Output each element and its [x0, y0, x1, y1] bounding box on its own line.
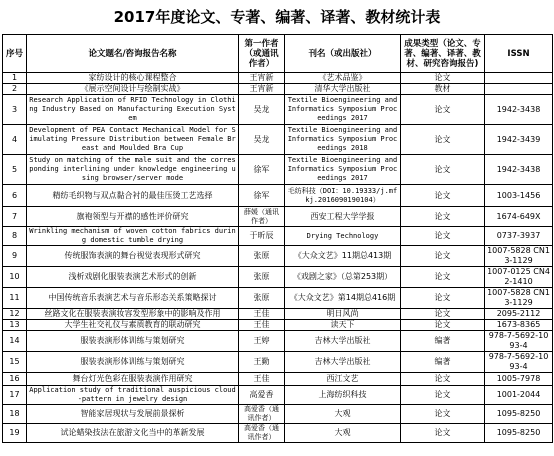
row-title: 试论蜡染技法在旅游文化当中的革新发展 — [27, 424, 239, 443]
row-no: 16 — [3, 373, 27, 386]
row-author: 于昕辰 — [239, 227, 285, 246]
row-type: 论文 — [401, 309, 485, 320]
row-type: 论文 — [401, 246, 485, 267]
row-no: 1 — [3, 73, 27, 84]
row-author: 王勤 — [239, 352, 285, 373]
row-type: 论文 — [401, 386, 485, 405]
row-title: 服装表演形体训练与策划研究 — [27, 331, 239, 352]
row-no: 8 — [3, 227, 27, 246]
row-author: 张原 — [239, 288, 285, 309]
row-title: 智能家居现状与发展前景探析 — [27, 405, 239, 424]
row-no: 18 — [3, 405, 27, 424]
row-type: 论文 — [401, 424, 485, 443]
table-row — [3, 267, 553, 288]
row-author: 王佳 — [239, 320, 285, 331]
row-pub: 清华大学出版社 — [285, 84, 401, 95]
row-author: 张原 — [239, 246, 285, 267]
row-author: 高爱香（通讯作者） — [239, 424, 285, 443]
row-title: 家纺设计的核心课程整合 — [27, 73, 239, 84]
row-title: 丝路文化在服装表演妆容发型形象中的影响及作用 — [27, 309, 239, 320]
table-row — [3, 288, 553, 309]
row-type: 论文 — [401, 73, 485, 84]
row-pub: 西安工程大学学报 — [285, 207, 401, 227]
row-issn: 1003-1456 — [485, 185, 553, 207]
row-pub: 明日风尚 — [285, 309, 401, 320]
row-author: 王佳 — [239, 373, 285, 386]
row-title: Application study of traditional auspicious cloud-pattern in jewelry design — [27, 386, 239, 405]
row-author: 王婷 — [239, 331, 285, 352]
page-title: 2017年度论文、专著、编著、译著、教材统计表 — [113, 8, 441, 26]
row-pub: 大观 — [285, 424, 401, 443]
row-author: 徐军 — [239, 185, 285, 207]
table-row — [3, 185, 553, 207]
row-type: 论文 — [401, 267, 485, 288]
table-row — [3, 320, 553, 331]
row-issn: 1942-3439 — [485, 125, 553, 155]
row-type: 论文 — [401, 125, 485, 155]
row-pub: Drying Technology — [285, 227, 401, 246]
row-type: 论文 — [401, 227, 485, 246]
row-pub: 读天下 — [285, 320, 401, 331]
table-row — [3, 95, 553, 125]
row-title: 精纺毛织物与双点黏合衬的最佳压烫工艺选择 — [27, 185, 239, 207]
table-row — [3, 73, 553, 84]
row-title: Research Application of RFID Technology in Clothing Industry Based on Manufacturing Execution System — [27, 95, 239, 125]
row-title: 旗袍领型与开襟的感性评价研究 — [27, 207, 239, 227]
row-title: 大学生社交礼仪与素质教育的联动研究 — [27, 320, 239, 331]
table-row — [3, 405, 553, 424]
row-no: 10 — [3, 267, 27, 288]
header-title: 论文题名/咨询报告名称 — [27, 35, 239, 73]
row-issn: 1007-0125 CN42-1410 — [485, 267, 553, 288]
row-type: 论文 — [401, 185, 485, 207]
table-row — [3, 373, 553, 386]
table-row — [3, 84, 553, 95]
table-row — [3, 309, 553, 320]
row-no: 13 — [3, 320, 27, 331]
row-no: 2 — [3, 84, 27, 95]
row-no: 4 — [3, 125, 27, 155]
row-issn: 1007-5828 CN13-1129 — [485, 246, 553, 267]
row-issn: 1007-5828 CN13-1129 — [485, 288, 553, 309]
row-title: Wrinkling mechanism of woven cotton fabrics during domestic tumble drying — [27, 227, 239, 246]
row-title: Study on matching of the male suit and the corresponding interlining under knowledge engineering using browser/server mode — [27, 155, 239, 185]
row-pub: 毛纺科技（DOI：10.19333/j.mfkj.2016090190104） — [285, 185, 401, 207]
row-pub: Textile Bioengineering and Informatics Symposium Proceedings 2017 — [285, 155, 401, 185]
table-row — [3, 207, 553, 227]
row-pub: Textile Bioengineering and Informatics Symposium Proceedings 2018 — [285, 125, 401, 155]
row-pub: 西江文艺 — [285, 373, 401, 386]
row-author: 高爱香 — [239, 386, 285, 405]
row-issn: 1673-8365 — [485, 320, 553, 331]
row-pub: 《大众文艺》11期总413期 — [285, 246, 401, 267]
row-issn: 1095-8250 — [485, 405, 553, 424]
row-title: 《展示空间设计与绘制实战》 — [27, 84, 239, 95]
table-row — [3, 424, 553, 443]
row-type: 教材 — [401, 84, 485, 95]
row-no: 11 — [3, 288, 27, 309]
row-type: 论文 — [401, 405, 485, 424]
header-author: 第一作者（或通讯作者） — [239, 35, 285, 73]
row-issn: 978-7-5692-1093-4 — [485, 352, 553, 373]
table-row — [3, 246, 553, 267]
row-no: 5 — [3, 155, 27, 185]
row-no: 3 — [3, 95, 27, 125]
row-type: 论文 — [401, 95, 485, 125]
table-row — [3, 155, 553, 185]
row-author: 吴龙 — [239, 95, 285, 125]
row-author: 薛媛（通讯作者） — [239, 207, 285, 227]
row-type: 编著 — [401, 352, 485, 373]
header-no: 序号 — [3, 35, 27, 73]
row-author: 徐军 — [239, 155, 285, 185]
row-author: 王佳 — [239, 309, 285, 320]
row-title: 浅析戏剧化服装表演艺术形式的创新 — [27, 267, 239, 288]
row-author: 王宵新 — [239, 84, 285, 95]
row-issn: 1674-649X — [485, 207, 553, 227]
row-issn: 1001-2044 — [485, 386, 553, 405]
row-pub: 《艺术品鉴》 — [285, 73, 401, 84]
row-issn: 1942-3438 — [485, 155, 553, 185]
row-type: 论文 — [401, 320, 485, 331]
row-no: 6 — [3, 185, 27, 207]
row-type: 论文 — [401, 288, 485, 309]
row-no: 12 — [3, 309, 27, 320]
header-issn: ISSN — [485, 35, 553, 73]
row-issn — [485, 73, 553, 84]
header-row — [3, 35, 553, 73]
row-no: 15 — [3, 352, 27, 373]
row-issn: 0737-3937 — [485, 227, 553, 246]
row-pub: 《戏剧之家》（总第253期） — [285, 267, 401, 288]
row-pub: 上海纺织科技 — [285, 386, 401, 405]
row-pub: Textile Bioengineering and Informatics Symposium Proceedings 2017 — [285, 95, 401, 125]
table-row — [3, 227, 553, 246]
row-no: 9 — [3, 246, 27, 267]
row-title: 传统服饰表演的舞台视觉表现形式研究 — [27, 246, 239, 267]
row-issn — [485, 84, 553, 95]
row-author: 吴龙 — [239, 125, 285, 155]
row-pub: 吉林大学出版社 — [285, 331, 401, 352]
row-issn: 2095-2112 — [485, 309, 553, 320]
row-pub: 大观 — [285, 405, 401, 424]
row-title: 舞台灯光色彩在服装表演作用研究 — [27, 373, 239, 386]
table-row — [3, 331, 553, 352]
row-type: 论文 — [401, 207, 485, 227]
table-row — [3, 386, 553, 405]
row-issn: 1005-7978 — [485, 373, 553, 386]
row-author: 张原 — [239, 267, 285, 288]
statistics-table — [2, 34, 553, 443]
row-no: 17 — [3, 386, 27, 405]
header-pub: 刊名（或出版社） — [285, 35, 401, 73]
row-title: 中国传统音乐表演艺术与音乐形态关系策略探讨 — [27, 288, 239, 309]
row-issn: 978-7-5692-1093-4 — [485, 331, 553, 352]
row-author: 王宵新 — [239, 73, 285, 84]
row-issn: 1942-3438 — [485, 95, 553, 125]
row-pub: 《大众文艺》第14期总416期 — [285, 288, 401, 309]
row-no: 7 — [3, 207, 27, 227]
row-type: 论文 — [401, 155, 485, 185]
row-issn: 1095-8250 — [485, 424, 553, 443]
table-row — [3, 352, 553, 373]
row-no: 19 — [3, 424, 27, 443]
header-type: 成果类型（论文、专著、编著、译著、教材、研究咨询报告) — [401, 35, 485, 73]
row-no: 14 — [3, 331, 27, 352]
row-pub: 吉林大学出版社 — [285, 352, 401, 373]
row-title: Development of PEA Contact Mechanical Model for Simulating Pressure Distribution between Female Breast and Moulded Bra Cup — [27, 125, 239, 155]
row-type: 论文 — [401, 373, 485, 386]
row-title: 服装表演形体训练与策划研究 — [27, 352, 239, 373]
table-row — [3, 125, 553, 155]
row-type: 编著 — [401, 331, 485, 352]
row-author: 高爱香（通讯作者） — [239, 405, 285, 424]
